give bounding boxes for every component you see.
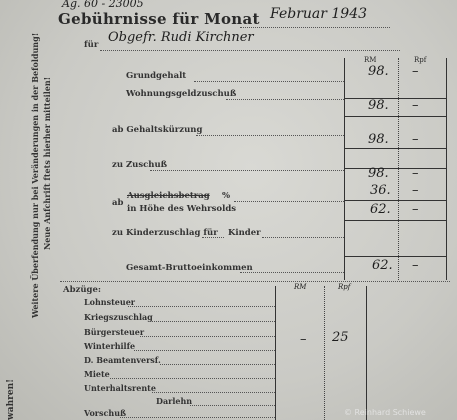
abzuege-heading: Abzüge: <box>63 285 102 295</box>
ab-rpf2: – <box>412 202 419 217</box>
abz-item-buergersteuer: Bürgersteuer <box>84 327 145 337</box>
col-line-mid <box>398 58 399 280</box>
subtotal-rpf-2: – <box>412 132 419 147</box>
row-dots <box>128 306 275 307</box>
recipient-name: Obgefr. Rudi Kirchner <box>108 30 254 45</box>
rule <box>344 148 446 149</box>
ab-prefix: ab <box>112 198 124 208</box>
ab-rpf1: – <box>412 183 419 198</box>
row-dots <box>194 81 344 82</box>
row-dots <box>190 405 275 406</box>
side-note-line2: Neue Anfchrift ftets hierher mitteilen! <box>42 76 52 250</box>
row-dots <box>262 237 344 238</box>
row-dots <box>140 336 275 337</box>
row-dots <box>134 350 275 351</box>
abz-col-right <box>366 286 367 420</box>
abz-rpf-header: Rpf <box>338 283 351 291</box>
ab-percent: % <box>222 191 231 201</box>
subtotal-rm-1: 98. <box>368 98 389 113</box>
rule <box>344 256 446 257</box>
page-title: Gebührnisse für Monat <box>58 10 260 28</box>
section-divider <box>60 281 450 282</box>
ab-struck-label: Ausgleichsbetrag <box>127 191 210 201</box>
row-label-zuschuss: zu Zuschuß <box>112 160 168 170</box>
month-value: Februar 1943 <box>270 6 368 22</box>
rule <box>344 98 446 99</box>
abz-item-unterhaltsrente: Unterhaltsrente <box>84 383 156 393</box>
watermark: © Reinhard Schiewe <box>344 408 426 417</box>
row-label-grundgehalt: Grundgehalt <box>126 71 187 81</box>
row-label-wohnung: Wohnungsgeldzuschuß <box>126 89 237 99</box>
row-dots <box>120 417 275 418</box>
row-dots <box>240 272 344 273</box>
row-dots <box>196 135 344 136</box>
rule <box>344 220 446 221</box>
abz-rm-header: RM <box>294 283 307 291</box>
recipient-line <box>100 50 400 51</box>
abz-col-mid <box>324 286 325 420</box>
row-rm-grundgehalt: 98. <box>368 64 389 79</box>
total-rm: 62. <box>372 258 393 273</box>
ab-line2: in Höhe des Wehrsolds <box>127 204 237 214</box>
row-dots <box>234 201 344 202</box>
subtotal-rm-3: 98. <box>368 166 389 181</box>
row-rpf-grundgehalt: – <box>412 64 419 79</box>
rule <box>344 200 446 201</box>
abz-rpf-winterhilfe: 25 <box>332 330 349 345</box>
row-dots <box>150 321 275 322</box>
row-dots <box>226 99 344 100</box>
abz-item-beamtenversf: D. Beamtenversf. <box>84 355 161 365</box>
subtotal-rpf-1: – <box>412 98 419 113</box>
subtotal-rpf-3: – <box>412 166 419 181</box>
side-note-bottom: wahren! <box>6 378 16 420</box>
fuer-label: für <box>84 40 99 50</box>
row-dots <box>152 392 275 393</box>
abz-item-lohnsteuer: Lohnsteuer <box>84 297 136 307</box>
ab-rm2: 62. <box>370 202 391 217</box>
abz-item-kriegszuschlag: Kriegszuschlag <box>84 312 153 322</box>
abz-item-winterhilfe: Winterhilfe <box>84 341 136 351</box>
subtotal-rm-2: 98. <box>368 132 389 147</box>
row-dots <box>150 170 344 171</box>
col-line-left <box>344 58 345 280</box>
month-line <box>240 27 390 28</box>
abz-item-darlehn: Darlehn <box>156 396 193 406</box>
col-rm-header: RM <box>364 56 377 64</box>
row-label-kuerzung: ab Gehaltskürzung <box>112 125 203 135</box>
document-number: Ag. 60 - 23005 <box>62 0 144 10</box>
row-dots <box>160 364 275 365</box>
ab-rm1: 36. <box>370 183 391 198</box>
row-dots <box>202 237 224 238</box>
total-rpf: – <box>412 258 419 273</box>
row-dots <box>110 378 275 379</box>
col-line-right <box>446 58 447 280</box>
abz-rm-winterhilfe: – <box>300 332 307 347</box>
abz-item-vorschuss: Vorschuß <box>84 408 127 418</box>
abz-col-left <box>275 286 276 420</box>
side-note-line1: Weitere Überfendung nur bei Veränderungen in der Befoldung! <box>30 32 40 318</box>
rule <box>344 116 446 117</box>
rule <box>344 168 446 169</box>
kinder-label: zu Kinderzuschlag für <box>112 228 218 238</box>
kinder-suffix: Kinder <box>228 228 261 238</box>
abz-item-miete: Miete <box>84 369 110 379</box>
col-rpf-header: Rpf <box>414 56 427 64</box>
total-label: Gesamt-Bruttoeinkommen <box>126 263 253 273</box>
